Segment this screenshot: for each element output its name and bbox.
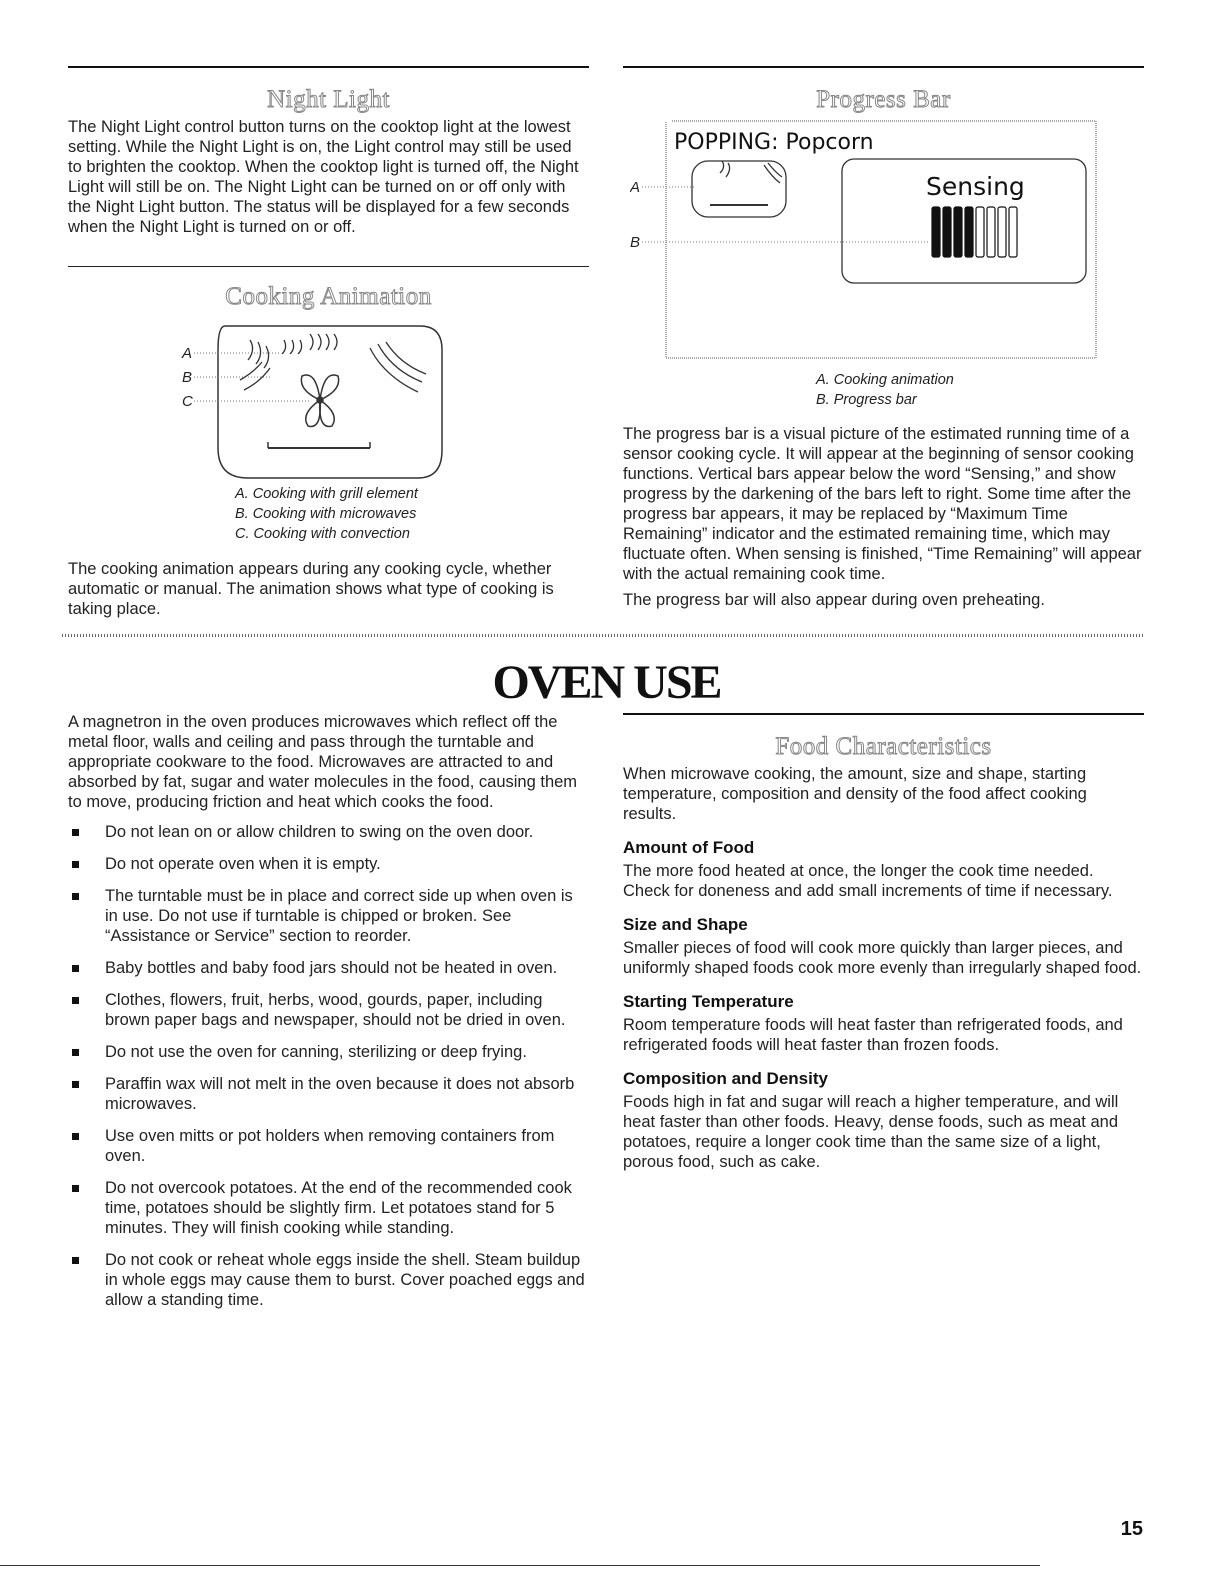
subheading: Size and Shape (623, 915, 748, 934)
callout-c: C (182, 393, 193, 410)
list-item: Do not use the oven for canning, sterilizing or deep frying. (68, 1042, 589, 1062)
subsection-body: Foods high in fat and sugar will reach a higher temperature, and will heat faster than other foods. Heavy, dense foods, such as meat and potatoes, require a longer cook time than the same size of a light, porous food, such as cake. (623, 1093, 1119, 1171)
food-characteristics-column (623, 764, 1144, 1178)
callout-b: B (182, 369, 193, 386)
progress-bar-title: Progress Bar (816, 86, 951, 113)
cooking-animation-illustration (170, 320, 460, 490)
progress-bar-icon (932, 207, 1017, 257)
progress-segment (976, 207, 984, 257)
convection-fan-icon (301, 375, 338, 426)
subsection-body: The more food heated at once, the longer the cook time needed. Check for doneness and add small increments of time if necessary. (623, 862, 1113, 900)
subsection-body: Room temperature foods will heat faster than refrigerated foods, and refrigerated foods will heat faster than frozen foods. (623, 1016, 1123, 1054)
list-item: Paraffin wax will not melt in the oven because it does not absorb microwaves. (68, 1074, 589, 1114)
display-heading: POPPING: Popcorn (674, 130, 874, 155)
subsection-body: Smaller pieces of food will cook more quickly than larger pieces, and uniformly shaped foods cook more evenly than irregularly shaped food. (623, 939, 1142, 977)
cooking-animation-icon (692, 161, 786, 217)
food-characteristics-title: Food Characteristics (775, 733, 992, 760)
list-item: Baby bottles and baby food jars should not be heated in oven. (68, 958, 589, 978)
progress-bar-paragraph: The progress bar is a visual picture of the estimated running time of a sensor cooking cycle. It will appear at the beginning of sensor cooking functions. Vertical bars appear below the word “Sensing,” and show progress by the darkening of the bars left to right. Some time after the progress bar appears, it may be replaced by “Maximum Time Remaining” indicator and the estimated remaining time, which may fluctuate often. When sensing is finished, “Time Remaining” will appear with the actual remaining cook time. (623, 425, 1142, 583)
subheading: Composition and Density (623, 1069, 828, 1088)
safety-list (68, 822, 589, 1310)
progress-segment (954, 207, 962, 257)
oven-use-intro: A magnetron in the oven produces microwaves which reflect off the metal floor, walls and ceiling and pass through the turntable and appropriate cookware to the food. Microwaves are attracted to and absorbed by fat, sugar and water molecules in the food, causing them to move, producing friction and heat which cooks the food. (68, 713, 578, 811)
subheading: Amount of Food (623, 838, 755, 857)
list-item: The turntable must be in place and correct side up when oven is in use. Do not use if turntable is chipped or broken. See “Assistance or Service” section to reorder. (68, 886, 589, 946)
progress-bar-top-rule (623, 66, 1144, 68)
food-characteristics-top-rule (623, 713, 1144, 715)
list-item: Do not operate oven when it is empty. (68, 854, 589, 874)
progress-segment (943, 207, 951, 257)
callout-b: B (630, 234, 641, 251)
oven-use-column (68, 712, 589, 1322)
progress-bar-illustration (630, 115, 1110, 365)
display-status: Sensing (926, 172, 1025, 201)
page-number: 15 (1120, 1518, 1143, 1540)
progress-segment (965, 207, 973, 257)
list-item: Do not overcook potatoes. At the end of the recommended cook time, potatoes should be slightly firm. Let potatoes stand for 5 minutes. They will finish cooking while standing. (68, 1178, 589, 1238)
list-item: Do not lean on or allow children to swing on the oven door. (68, 822, 589, 842)
callout-a: A (182, 345, 193, 362)
list-item: Clothes, flowers, fruit, herbs, wood, gourds, paper, including brown paper bags and newspaper, should not be dried in oven. (68, 990, 589, 1030)
night-light-paragraph: The Night Light control button turns on the cooktop light at the lowest setting. While the Night Light is on, the Light control may still be used to brighten the cooktop. When the cooktop light is turned off, the Night Light will still be on. The Night Light can be turned on or off only with the Night Light button. The status will be displayed for a few seconds when the Night Light is turned on or off. (68, 118, 579, 236)
night-light-title: Night Light (267, 86, 390, 113)
progress-bar-body (623, 424, 1144, 616)
caption-line: C. Cooking with convection (235, 526, 410, 542)
subheading: Starting Temperature (623, 992, 794, 1011)
cooking-animation-captions (235, 484, 495, 544)
cooking-animation-top-rule (68, 266, 589, 267)
list-item: Do not cook or reheat whole eggs inside the shell. Steam buildup in whole eggs may cause them to burst. Cover poached eggs and allow a standing time. (68, 1250, 589, 1310)
page-title: OVEN USE (492, 656, 721, 709)
caption-line: B. Progress bar (816, 392, 917, 408)
section-divider (62, 634, 1145, 637)
progress-segment (998, 207, 1006, 257)
progress-segment (987, 207, 995, 257)
cooking-animation-body (68, 559, 589, 625)
display-panel-outline (218, 326, 442, 478)
caption-line: B. Cooking with microwaves (235, 506, 417, 522)
cooking-animation-title: Cooking Animation (225, 283, 432, 310)
progress-bar-paragraph: The progress bar will also appear during oven preheating. (623, 591, 1045, 609)
list-item: Use oven mitts or pot holders when removing containers from oven. (68, 1126, 589, 1166)
progress-segment (1009, 207, 1017, 257)
progress-segment (932, 207, 940, 257)
footer-rule (0, 1565, 1040, 1566)
caption-line: A. Cooking with grill element (235, 486, 418, 502)
cooking-animation-paragraph: The cooking animation appears during any cooking cycle, whether automatic or manual. The animation shows what type of cooking is taking place. (68, 560, 554, 618)
caption-line: A. Cooking animation (816, 372, 954, 388)
callout-a: A (630, 179, 641, 196)
night-light-top-rule (68, 66, 589, 68)
progress-bar-captions (816, 370, 1036, 410)
night-light-body (68, 117, 589, 243)
food-characteristics-intro: When microwave cooking, the amount, size and shape, starting temperature, composition and density of the food affect cooking results. (623, 765, 1087, 823)
